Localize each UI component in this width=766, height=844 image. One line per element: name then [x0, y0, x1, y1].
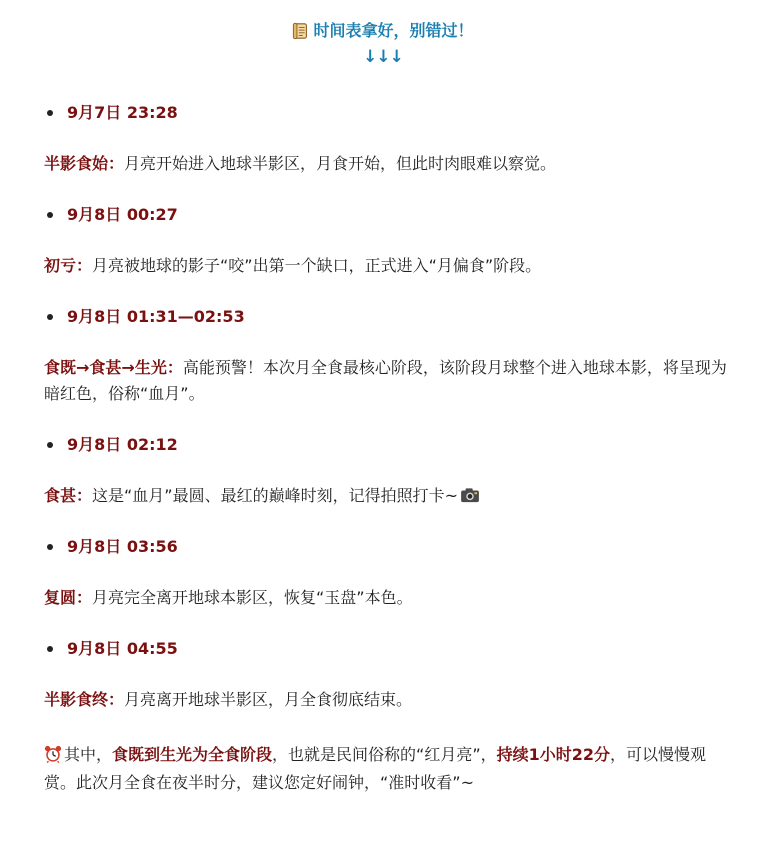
event-text: 月亮开始进入地球半影区，月食开始，但此时肉眼难以察觉。: [124, 154, 557, 173]
event-description: [44, 687, 730, 713]
event-time: 9月7日 23:28: [67, 103, 178, 122]
event-time: 9月8日 01:31—02:53: [67, 307, 245, 326]
camera-icon: [460, 487, 480, 503]
event-stage: 半影食终：: [44, 690, 125, 709]
event-time-row: [44, 632, 730, 666]
event-time-row: [44, 198, 730, 232]
footer-text-3: ，可以慢慢观赏。此次月全食在夜半时分，建议您定好闹钟，“准时收看”~: [44, 745, 707, 792]
event-text: 月亮离开地球半影区，月全食彻底结束。: [124, 690, 413, 709]
event-time-row: [44, 530, 730, 564]
bullet-dot: [47, 442, 53, 448]
event-description: [44, 253, 730, 279]
event-description: [44, 483, 730, 509]
schedule-header: [0, 18, 766, 68]
bullet-dot: [47, 212, 53, 218]
event-item: [44, 428, 730, 509]
bullet-dot: [47, 314, 53, 320]
bullet-dot: [47, 544, 53, 550]
footer-highlight-totality: 食既到生光为全食阶段: [112, 745, 273, 764]
event-stage: 复圆：: [44, 588, 93, 607]
event-item: [44, 530, 730, 611]
event-item: [44, 96, 730, 177]
event-time-row: [44, 96, 730, 130]
event-time: 9月8日 03:56: [67, 537, 178, 556]
footer-text-1: 其中，: [64, 745, 113, 764]
footer-note: [44, 741, 730, 797]
event-item: [44, 632, 730, 713]
scroll-icon: [292, 22, 310, 40]
event-item: [44, 300, 730, 407]
alarm-clock-icon: [44, 745, 62, 763]
event-description: [44, 585, 730, 611]
event-list: [44, 96, 730, 797]
header-title: 时间表拿好，别错过！: [313, 21, 474, 40]
bullet-dot: [47, 646, 53, 652]
event-text: 这是“血月”最圆、最红的巅峰时刻，记得拍照打卡~: [92, 486, 459, 505]
event-time-row: [44, 428, 730, 462]
event-text: 高能预警！本次月全食最核心阶段，该阶段月球整个进入地球本影，将呈现为暗红色，俗称“血月”。: [44, 358, 727, 403]
event-time: 9月8日 04:55: [67, 639, 178, 658]
header-title-row: [292, 18, 473, 44]
event-stage: 初亏：: [44, 256, 93, 275]
event-stage: 半影食始：: [44, 154, 125, 173]
event-item: [44, 198, 730, 279]
bullet-dot: [47, 110, 53, 116]
event-time: 9月8日 02:12: [67, 435, 178, 454]
event-text: 月亮被地球的影子“咬”出第一个缺口，正式进入“月偏食”阶段。: [92, 256, 542, 275]
event-text: 月亮完全离开地球本影区，恢复“玉盘”本色。: [92, 588, 413, 607]
event-stage: 食甚：: [44, 486, 93, 505]
event-time-row: [44, 300, 730, 334]
event-time: 9月8日 00:27: [67, 205, 178, 224]
event-description: [44, 355, 730, 407]
footer-text-2: ，也就是民间俗称的“红月亮”，: [272, 745, 497, 764]
down-arrows: ↓↓↓: [363, 47, 403, 67]
event-stage: 食既→食甚→生光：: [44, 358, 183, 377]
footer-highlight-duration: 持续1小时22分: [496, 745, 611, 764]
event-description: [44, 151, 730, 177]
